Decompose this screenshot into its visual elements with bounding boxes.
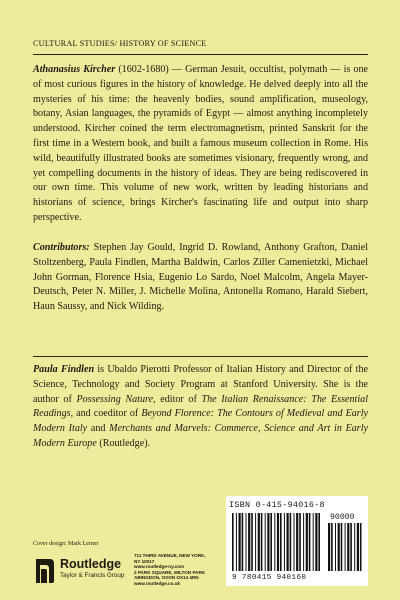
editor-name: Paula Findlen: [33, 364, 95, 375]
contributors-label: Contributors:: [33, 242, 90, 253]
editor-bio: Paula Findlen is Ubaldo Pierotti Professor of Italian History and Director of the Science, Technology and Society Program at Stanford University. She is the author of Possessing Nature, editor of The Italian Renaissance: The Essential Readings, and coeditor of Beyond Florence: The Contours of Medieval and Early Modern Italy and Merchants and Marvels: Commerce, Science and Art in Early Modern Europe (Routledge).: [33, 364, 369, 449]
routledge-logo-icon: [33, 557, 55, 585]
book-description: [33, 63, 368, 226]
book-title: Beyond Florence: The Contours of Medieval and Early Modern Italy: [33, 408, 368, 435]
publisher-address: [134, 553, 210, 587]
publisher-group: Taylor & Francis Group: [60, 572, 125, 579]
barcode-number: 9 780415 940160: [232, 574, 307, 582]
publisher-brand: [60, 558, 124, 580]
subject-name: Athanasius Kircher: [33, 64, 116, 75]
description-text: (1602-1680) — German Jesuit, occultist, polymath — is one of most curious figures in the history of knowledge. He delved deeply into all the mysteries of his time: the heavenly bodies, sound amplification, museology, botany, Asian languages, the pyramids of Egypt — almost anything incompletely understood. Kircher coined the term electromagnetism, printed Sanskrit for the first time in a Western book, and built a famous museum collection in Rome. His wild, beautifully illustrated books are sometimes visionary, frequently wrong, and yet compelling documents in the history of ideas. They are being rediscovered in our own time. This volume of new work, written by leading historians and historians of science, brings Kircher's fascinating life and output into sharp perspective.: [33, 64, 369, 223]
book-title: The Italian Renaissance: The Essential Readings: [33, 393, 368, 420]
isbn-label: ISBN 0-415-94016-8: [229, 500, 325, 510]
middle-divider: [33, 356, 368, 357]
address-line: www.routledge-ny.com: [134, 564, 185, 570]
barcode-icon: [232, 513, 364, 573]
address-line: ABINGDON, OXON OX14 4RN: [134, 575, 199, 581]
price-addon-number: 90000: [330, 513, 355, 522]
address-line: www.routledge.co.uk: [134, 580, 181, 586]
book-title: Merchants and Marvels: Commerce, Science and Art in Early Modern Europe: [33, 423, 368, 449]
address-line: 2 PARK SQUARE, MILTON PARK: [134, 569, 206, 575]
top-divider: [33, 54, 368, 55]
cover-design-credit: Cover design: Mark Lerner: [33, 541, 99, 547]
publisher-name: Routledge: [60, 557, 122, 571]
address-line: 711 THIRD AVENUE, NEW YORK, NY 10017: [134, 553, 206, 564]
contributors-list: [33, 241, 368, 315]
book-title: Possessing Nature: [76, 393, 154, 405]
subject-category: CULTURAL STUDIES/ HISTORY OF SCIENCE: [33, 39, 207, 48]
contributors-text: Stephen Jay Gould, Ingrid D. Rowland, Anthony Grafton, Daniel Stoltzenberg, Paula Findlen, Martha Baldwin, Carlos Ziller Camenietzki, Michael John Gorman, Florence Hsia, Eugenio Lo Sardo, Noel Malcolm, Angela Mayer-Deutsch, Peter N. Miller, J. Michelle Molina, Antonella Romano, Harald Siebert, Haun Saussy, and Nick Wilding.: [33, 242, 368, 313]
